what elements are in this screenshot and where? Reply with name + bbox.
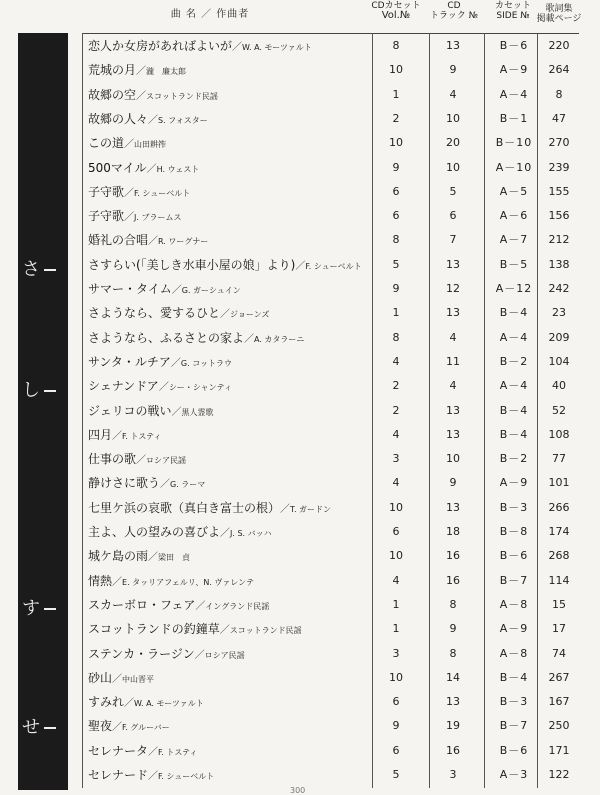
song-title: 四月 (88, 427, 113, 442)
lyrics-page: 167 (548, 695, 570, 709)
title-column-header: 曲 名 ／ 作曲者 (170, 9, 250, 20)
song-title-cell (88, 354, 232, 372)
lyrics-page: 270 (548, 136, 570, 150)
composer: S. フォスター (158, 115, 208, 125)
table-row (82, 763, 579, 787)
cd-track-number: 16 (446, 743, 460, 757)
composer: R. ワーグナー (158, 237, 209, 247)
title-composer-separator: ／ (124, 139, 135, 151)
song-title: ジェリコの戦い (88, 403, 172, 418)
cassette-side: B－4 (499, 670, 529, 684)
composer: 山田耕筰 (134, 140, 167, 150)
composer: G. ガーシュイン (181, 286, 241, 295)
table-row (82, 374, 579, 398)
song-title-cell (88, 548, 190, 566)
cassette-side: B－6 (499, 39, 529, 52)
vol-number: 8 (392, 233, 400, 247)
lyrics-page: 47 (552, 111, 566, 125)
lyrics-page: 268 (548, 549, 570, 563)
vol-number: 1 (392, 597, 400, 611)
song-title-cell (88, 232, 208, 250)
song-title-cell (88, 524, 272, 542)
vol-number: 9 (392, 160, 400, 174)
title-composer-separator: ／ (124, 187, 135, 199)
index-tab-shi: し (22, 381, 68, 401)
cd-track-number: 20 (446, 136, 460, 150)
song-title-cell (88, 597, 269, 615)
cassette-side: B－6 (499, 549, 529, 563)
cassette-side-column-header: カセット SIDE № (494, 1, 531, 21)
table-row (82, 277, 579, 301)
lyrics-page: 8 (555, 87, 563, 101)
vol-number: 4 (392, 573, 400, 587)
title-composer-separator: ／ (195, 600, 206, 612)
composer: F. グルーバー (122, 723, 170, 733)
cd-track-number: 10 (446, 452, 460, 466)
song-title-cell (88, 743, 198, 761)
cd-track-number: 9 (449, 622, 457, 636)
lyrics-page: 209 (548, 330, 570, 344)
title-composer-separator: ／ (194, 649, 205, 661)
song-title: サンタ・ルチア (88, 354, 171, 369)
table-row (82, 593, 579, 617)
vol-number: 5 (392, 257, 400, 271)
table-row (82, 253, 579, 277)
song-title: スコットランドの釣鐘草 (88, 622, 220, 637)
vol-number: 2 (392, 379, 400, 393)
lyrics-page: 23 (552, 306, 566, 320)
song-title-cell (88, 87, 218, 105)
lyrics-page: 267 (548, 670, 570, 684)
song-title: 子守歌 (88, 184, 125, 199)
title-composer-separator: ／ (220, 309, 231, 321)
song-title-cell (88, 305, 269, 323)
composer: J. S. バッハ (230, 529, 272, 538)
table-row (82, 642, 579, 666)
vol-number: 1 (392, 87, 400, 101)
lyrics-page: 155 (548, 184, 570, 198)
vol-number: 1 (392, 306, 400, 320)
cassette-side: A－8 (499, 646, 529, 660)
title-composer-separator: ／ (112, 576, 123, 588)
song-title: サマー・タイム (88, 282, 172, 296)
composer: シー・シャンティ (168, 383, 233, 393)
title-composer-separator: ／ (158, 382, 169, 394)
cd-track-number: 5 (449, 184, 457, 198)
vol-number: 3 (392, 646, 400, 660)
composer: 瀧 廉太郎 (146, 67, 187, 77)
table-row (82, 714, 579, 738)
table-row (82, 739, 579, 763)
cassette-side: B－1 (499, 111, 529, 125)
title-composer-separator: ／ (160, 479, 171, 491)
song-title-cell (88, 500, 331, 518)
song-title: 静けさに歌う (88, 476, 161, 491)
lyrics-page: 212 (548, 233, 570, 247)
vol-number: 2 (392, 111, 400, 125)
table-row (82, 690, 579, 714)
song-title: 聖夜 (88, 719, 113, 734)
song-title-cell (88, 427, 162, 445)
lyrics-page: 74 (552, 646, 566, 660)
table-row (82, 107, 579, 131)
title-composer-separator: ／ (148, 746, 159, 758)
vol-number: 6 (392, 184, 400, 198)
lyrics-page: 242 (548, 282, 570, 295)
table-row (82, 350, 579, 374)
table-row (82, 399, 579, 423)
lyrics-page: 264 (548, 63, 570, 77)
title-composer-separator: ／ (219, 625, 230, 637)
index-tab-sa: さ (22, 260, 68, 280)
index-tab-su: す (22, 599, 68, 619)
composer: J. ブラームス (134, 213, 182, 223)
vol-number: 8 (392, 39, 400, 52)
cd-track-number: 16 (446, 549, 460, 563)
lyrics-page: 122 (548, 768, 570, 781)
composer: ロシア民謡 (204, 650, 245, 660)
cd-track-number: 4 (449, 87, 457, 101)
vol-number: 2 (392, 403, 400, 417)
cassette-side: B－5 (499, 257, 529, 271)
title-composer-separator: ／ (124, 698, 135, 710)
title-composer-separator: ／ (136, 455, 147, 467)
vol-number: 6 (392, 743, 400, 757)
cd-track-number: 10 (446, 160, 460, 174)
title-composer-separator: ／ (220, 528, 231, 539)
song-title: 子守歌 (88, 209, 125, 224)
table-row (82, 156, 579, 180)
cassette-side: B－4 (499, 403, 529, 417)
vol-number: 5 (392, 768, 400, 781)
song-title-cell (88, 208, 181, 226)
song-title: この道 (88, 136, 125, 151)
composer: F. トスティ (122, 431, 162, 441)
lyrics-page: 220 (548, 39, 570, 52)
table-row (82, 131, 579, 155)
composer: 中山晋平 (122, 674, 155, 684)
song-title: 500マイル (88, 160, 147, 175)
song-title: スカーボロ・フェア (88, 597, 196, 612)
cd-track-number: 9 (449, 63, 457, 77)
table-row (82, 471, 579, 495)
composer: F. シューベルト (134, 188, 191, 198)
composer: ロシア民謡 (146, 456, 187, 466)
song-title: 故郷の人々 (88, 111, 149, 126)
title-composer-separator: ／ (112, 722, 123, 734)
cd-track-number: 19 (446, 719, 460, 733)
lyrics-page: 101 (548, 476, 570, 490)
title-composer-separator: ／ (171, 406, 182, 418)
song-title-cell (88, 646, 245, 664)
cd-track-number: 13 (446, 427, 460, 441)
composer: G. コットラウ (180, 358, 233, 368)
table-row (82, 496, 579, 520)
cd-track-number: 8 (449, 646, 457, 660)
cassette-side: A－9 (499, 63, 529, 77)
cassette-side: A－9 (499, 622, 529, 636)
index-tab-se: せ (22, 718, 68, 738)
song-title: さすらい(「美しき水車小屋の娘」より) (88, 257, 296, 272)
vol-number: 6 (392, 695, 400, 709)
vol-number: 10 (389, 136, 403, 150)
title-composer-separator: ／ (171, 285, 182, 296)
song-title: 恋人か女房があればよいが (88, 39, 233, 53)
cassette-side: A－3 (499, 768, 529, 781)
song-title-cell (88, 281, 241, 299)
song-title: 七里ケ浜の哀歌（真白き富士の根） (88, 500, 281, 515)
song-title-cell (88, 475, 205, 493)
table-row (82, 520, 579, 544)
table-row (82, 666, 579, 690)
vol-number: 6 (392, 525, 400, 538)
table-row (82, 569, 579, 593)
cd-track-number: 13 (446, 39, 460, 52)
lyrics-page: 40 (552, 379, 566, 393)
cd-track-number: 13 (446, 257, 460, 271)
lyrics-page: 77 (552, 452, 566, 466)
song-title: 婚礼の合唱 (88, 233, 149, 248)
song-title: 荒城の月 (88, 63, 137, 78)
vol-number: 10 (389, 670, 403, 684)
song-title-cell (88, 767, 214, 785)
cassette-side: B－4 (499, 427, 529, 441)
cd-track-number: 10 (446, 111, 460, 125)
title-composer-separator: ／ (232, 42, 243, 53)
vol-number: 9 (392, 282, 400, 295)
song-title: ステンカ・ラージン (88, 646, 195, 661)
composer: F. トスティ (158, 747, 198, 757)
table-header (0, 0, 600, 34)
vol-number: 1 (392, 622, 400, 636)
table-row (82, 204, 579, 228)
table-row (82, 326, 579, 350)
cassette-side: B－7 (499, 719, 529, 733)
table-row (82, 544, 579, 568)
lyrics-page: 156 (548, 209, 570, 223)
cassette-side: A－4 (499, 87, 529, 101)
cd-track-number: 13 (446, 695, 460, 709)
composer: H. ウェスト (156, 164, 200, 174)
composer: スコットランド民謡 (229, 626, 302, 636)
title-composer-separator: ／ (148, 552, 159, 564)
song-title: シェナンドア (88, 379, 159, 394)
song-title: 主よ、人の望みの喜びよ (88, 525, 221, 539)
song-title: 情熱 (88, 573, 113, 588)
song-title-cell (88, 330, 304, 348)
cd-track-number: 8 (449, 597, 457, 611)
lyrics-page: 15 (552, 597, 566, 611)
vol-number: 10 (389, 549, 403, 563)
song-title-cell (88, 38, 312, 56)
vol-number: 4 (392, 427, 400, 441)
cassette-side: A－10 (495, 160, 533, 174)
composer: W. A. モーツァルト (242, 43, 312, 52)
vol-column-header: CDカセット Vol.№ (371, 1, 421, 21)
cassette-side: B－4 (499, 306, 529, 320)
title-composer-separator: ／ (244, 333, 255, 345)
song-title-cell (88, 694, 204, 712)
song-title: 砂山 (88, 670, 113, 685)
table-row (82, 447, 579, 471)
song-title-cell (88, 718, 170, 736)
composer: G. ラーマ (170, 480, 206, 490)
cd-track-number: 13 (446, 403, 460, 417)
composer: 黒人霊歌 (181, 407, 214, 417)
song-title: さようなら、ふるさとの家よ (88, 330, 245, 345)
composer: A. カタラーニ (254, 334, 305, 344)
cassette-side: B－7 (499, 573, 529, 587)
title-composer-separator: ／ (170, 357, 181, 369)
composer: T. ガードン (290, 504, 332, 514)
title-composer-separator: ／ (112, 673, 123, 685)
song-title-cell (88, 451, 186, 469)
title-composer-separator: ／ (136, 90, 147, 102)
song-title: すみれ (88, 695, 125, 710)
cd-track-number: 4 (449, 379, 457, 393)
lyrics-page: 266 (548, 500, 570, 514)
lyrics-page: 174 (548, 525, 570, 538)
cd-track-number: 3 (449, 768, 457, 781)
title-composer-separator: ／ (148, 114, 159, 126)
lyrics-page: 239 (548, 160, 570, 174)
cd-track-number: 12 (446, 282, 460, 295)
vol-number: 6 (392, 209, 400, 223)
song-title: 仕事の歌 (88, 452, 137, 467)
song-title: セレナード (88, 768, 149, 782)
song-title: 城ケ島の雨 (88, 549, 149, 564)
song-title-cell (88, 135, 166, 153)
vol-number: 10 (389, 63, 403, 77)
cd-track-number: 13 (446, 306, 460, 320)
cd-track-number: 16 (446, 573, 460, 587)
song-title: セレナータ (88, 743, 149, 758)
page-column-header: 歌詞集 掲載ページ (536, 4, 582, 24)
title-composer-separator: ／ (112, 430, 123, 442)
vol-number: 10 (389, 500, 403, 514)
cassette-side: A－7 (499, 233, 529, 247)
cassette-side: B－3 (499, 695, 529, 709)
title-composer-separator: ／ (280, 503, 291, 515)
cassette-side: B－8 (499, 525, 529, 538)
kana-index-bar (18, 33, 68, 790)
title-composer-separator: ／ (295, 260, 306, 272)
lyrics-page: 171 (548, 743, 570, 757)
title-composer-separator: ／ (148, 236, 159, 248)
lyrics-page: 114 (548, 573, 570, 587)
song-title-cell (88, 670, 154, 688)
title-composer-separator: ／ (124, 212, 135, 224)
table-row (82, 301, 579, 325)
composer: E. タッリアフェルリ、N. ヴァレンテ (122, 577, 255, 587)
song-title-cell (88, 160, 199, 178)
cd-track-number: 7 (449, 233, 457, 247)
lyrics-page: 108 (548, 427, 570, 441)
title-composer-separator: ／ (146, 163, 157, 175)
composer: F. シューベルト (158, 772, 215, 781)
lyrics-page: 52 (552, 403, 566, 417)
vol-number: 4 (392, 476, 400, 490)
composer: イングランド民謡 (205, 601, 270, 611)
composer: W. A. モーツァルト (134, 699, 204, 709)
cd-track-number: 11 (446, 354, 460, 368)
song-title-cell (88, 573, 254, 591)
song-title-cell (88, 111, 208, 129)
cd-track-column-header: CD トラック № (429, 1, 479, 21)
cd-track-number: 6 (449, 209, 457, 223)
composer: ジョーンズ (230, 310, 270, 320)
composer: 梁田 貞 (158, 553, 191, 563)
lyrics-page: 138 (548, 257, 570, 271)
song-title-cell (88, 62, 186, 80)
cassette-side: B－2 (499, 452, 529, 466)
composer: F. シューベルト (305, 261, 362, 271)
song-title-cell (88, 257, 362, 275)
table-row (82, 423, 579, 447)
song-title-cell (88, 403, 214, 421)
page-number: 300 (290, 786, 306, 795)
table-row (82, 228, 579, 252)
cassette-side: A－6 (499, 209, 529, 223)
vol-number: 8 (392, 330, 400, 344)
lyrics-page: 104 (548, 354, 570, 368)
song-title-cell (88, 621, 302, 639)
composer: スコットランド民謡 (146, 91, 218, 101)
cassette-side: B－6 (499, 743, 529, 757)
title-composer-separator: ／ (136, 66, 147, 78)
cassette-side: A－9 (499, 476, 529, 490)
cassette-side: A－5 (499, 184, 529, 198)
cassette-side: A－12 (495, 282, 533, 295)
cassette-side: B－3 (499, 500, 529, 514)
cd-track-number: 4 (449, 330, 457, 344)
cassette-side: B－2 (499, 354, 529, 368)
vol-number: 4 (392, 354, 400, 368)
table-row (82, 180, 579, 204)
table-row (82, 617, 579, 641)
table-row (82, 58, 579, 82)
cd-track-number: 13 (446, 500, 460, 514)
cd-track-number: 18 (446, 525, 460, 538)
title-composer-separator: ／ (148, 771, 159, 782)
vol-number: 3 (392, 452, 400, 466)
cassette-side: A－8 (499, 597, 529, 611)
table-row (82, 83, 579, 107)
song-title: さようなら、愛するひと (88, 306, 221, 321)
song-title-cell (88, 378, 232, 396)
lyrics-page: 17 (552, 622, 566, 636)
cd-track-number: 14 (446, 670, 460, 684)
cassette-side: B－10 (495, 136, 533, 150)
table-row (82, 34, 579, 58)
song-title-cell (88, 184, 190, 202)
cassette-side: A－4 (499, 330, 529, 344)
cassette-side: A－4 (499, 379, 529, 393)
vol-number: 9 (392, 719, 400, 733)
lyrics-page: 250 (548, 719, 570, 733)
song-title: 故郷の空 (88, 87, 137, 102)
cd-track-number: 9 (449, 476, 457, 490)
